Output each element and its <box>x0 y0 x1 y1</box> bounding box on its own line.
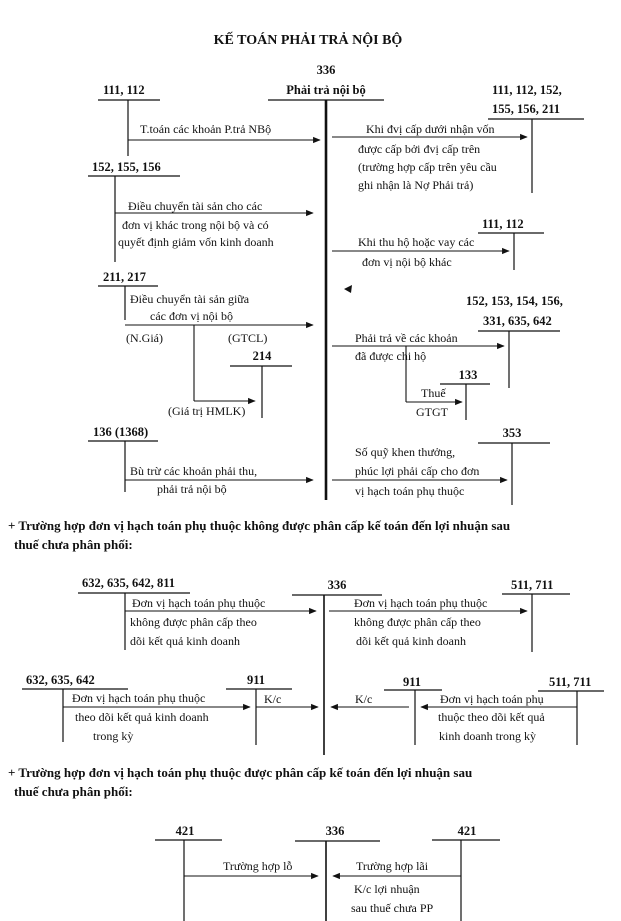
acc-353: 353 <box>502 426 522 440</box>
s1-kc-left: K/c <box>264 692 282 706</box>
entry-right-1-line2: được cấp bởi đvị cấp trên <box>358 142 481 156</box>
acc-right-111-112: 111, 112 <box>482 217 524 231</box>
s1-entry-left-line1: Đơn vị hạch toán phụ thuộc <box>132 596 266 610</box>
s1-entry-left2-line1: Đơn vị hạch toán phụ thuộc <box>72 691 206 705</box>
acc-right-3-line2: 331, 635, 642 <box>483 314 552 328</box>
entry-right-3-line1: Phải trả về các khoản <box>355 331 458 345</box>
s2-acc-421-left: 421 <box>175 824 195 838</box>
acc-632-635-642-811: 632, 635, 642, 811 <box>82 576 176 590</box>
s1-entry-left2-line2: theo dõi kết quả kinh doanh <box>75 710 209 724</box>
label-thue: Thuế <box>421 386 446 400</box>
entry-left-2-line2: đơn vị khác trong nội bộ và có <box>122 218 269 232</box>
acc-511-711-top: 511, 711 <box>511 578 554 592</box>
s2-entry-right-line3: sau thuế chưa PP <box>351 901 434 915</box>
direction-arrow-icon <box>344 285 352 293</box>
entry-right-2-line2: đơn vị nội bộ khác <box>362 255 452 269</box>
acc-left-136: 136 (1368) <box>93 425 149 439</box>
entry-right-2-line1: Khi thu hộ hoặc vay các <box>358 235 475 249</box>
acc-511-711-bottom: 511, 711 <box>549 675 592 689</box>
entry-right-3-line2: đã được chi hộ <box>355 349 427 363</box>
acc-336-code: 336 <box>316 63 336 77</box>
label-hmlk: (Giá trị HMLK) <box>168 404 246 418</box>
s2-acc-336: 336 <box>325 824 345 838</box>
s1-entry-right-line1: Đơn vị hạch toán phụ thuộc <box>354 596 488 610</box>
s1-entry-left2-line3: trong kỳ <box>93 729 134 743</box>
label-gtcl: (GTCL) <box>228 331 268 345</box>
acc-right-3-line1: 152, 153, 154, 156, <box>466 294 563 308</box>
acc-214: 214 <box>252 349 272 363</box>
s1-entry-left-line3: dõi kết quả kinh doanh <box>130 634 240 648</box>
s1-entry-right2-line2: thuộc theo dõi kết quả <box>438 710 545 724</box>
entry-left-3-line1: Điều chuyển tài sản giữa <box>130 292 250 306</box>
entry-right-1-line3: (trường hợp cấp trên yêu cầu <box>358 160 497 174</box>
acc-632-635-642: 632, 635, 642 <box>26 673 95 687</box>
acc-right-1-line1: 111, 112, 152, <box>492 83 562 97</box>
s2-entry-right-line1: Trường hợp lãi <box>356 859 429 873</box>
acc-911-left: 911 <box>246 673 266 687</box>
section1-heading-line1: + Trường hợp đơn vị hạch toán phụ thuộc không được phân cấp kế toán đến lợi nhuận sau <box>8 518 511 533</box>
acc-left-211-217: 211, 217 <box>103 270 147 284</box>
s1-entry-right2-line3: kinh doanh trong kỳ <box>439 729 536 743</box>
page-title: KẾ TOÁN PHẢI TRẢ NỘI BỘ <box>213 33 403 48</box>
label-nguyen-gia: (N.Giá) <box>126 331 163 345</box>
s1-entry-left-line2: không được phân cấp theo <box>130 615 257 629</box>
entry-right-4-line1: Số quỹ khen thưởng, <box>355 445 456 459</box>
entry-left-4-line2: phải trả nội bộ <box>157 482 227 496</box>
s1-entry-right-line3: dõi kết quả kinh doanh <box>356 634 466 648</box>
entry-right-1-line4: ghi nhận là Nợ Phải trả) <box>358 178 474 192</box>
s1-kc-right: K/c <box>355 692 373 706</box>
entry-right-1-line1: Khi đvị cấp dưới nhận vốn <box>366 122 495 136</box>
s1-entry-right2-line1: Đơn vị hạch toán phụ <box>440 692 544 706</box>
s1-acc-336: 336 <box>327 578 347 592</box>
s1-entry-right-line2: không được phân cấp theo <box>354 615 481 629</box>
label-gtgt: GTGT <box>416 405 448 419</box>
s2-entry-right-line2: K/c lợi nhuận <box>354 882 420 896</box>
section2-heading-line1: + Trường hợp đơn vị hạch toán phụ thuộc được phân cấp kế toán đến lợi nhuận sau <box>8 765 473 780</box>
acc-133: 133 <box>458 368 478 382</box>
s2-entry-left: Trường hợp lỗ <box>223 859 293 873</box>
section1-heading-line2: thuế chưa phân phối: <box>14 537 133 552</box>
entry-left-4-line1: Bù trừ các khoản phải thu, <box>130 464 258 478</box>
acc-left-111-112: 111, 112 <box>103 83 145 97</box>
entry-left-1: T.toán các khoản P.trả NBộ <box>140 122 272 136</box>
acc-left-152-155-156: 152, 155, 156 <box>92 160 161 174</box>
acc-336-name: Phải trả nội bộ <box>286 83 366 97</box>
s2-acc-421-right: 421 <box>457 824 477 838</box>
entry-right-4-line3: vị hạch toán phụ thuộc <box>355 484 465 498</box>
acc-911-right: 911 <box>402 675 422 689</box>
entry-right-4-line2: phúc lợi phải cấp cho đơn <box>355 464 480 478</box>
entry-left-3-line2: các đơn vị nội bộ <box>150 309 233 323</box>
section2-heading-line2: thuế chưa phân phối: <box>14 784 133 799</box>
entry-left-2-line1: Điều chuyển tài sản cho các <box>128 199 263 213</box>
entry-left-2-line3: quyết định giảm vốn kinh doanh <box>118 235 274 249</box>
acc-right-1-line2: 155, 156, 211 <box>492 102 561 116</box>
